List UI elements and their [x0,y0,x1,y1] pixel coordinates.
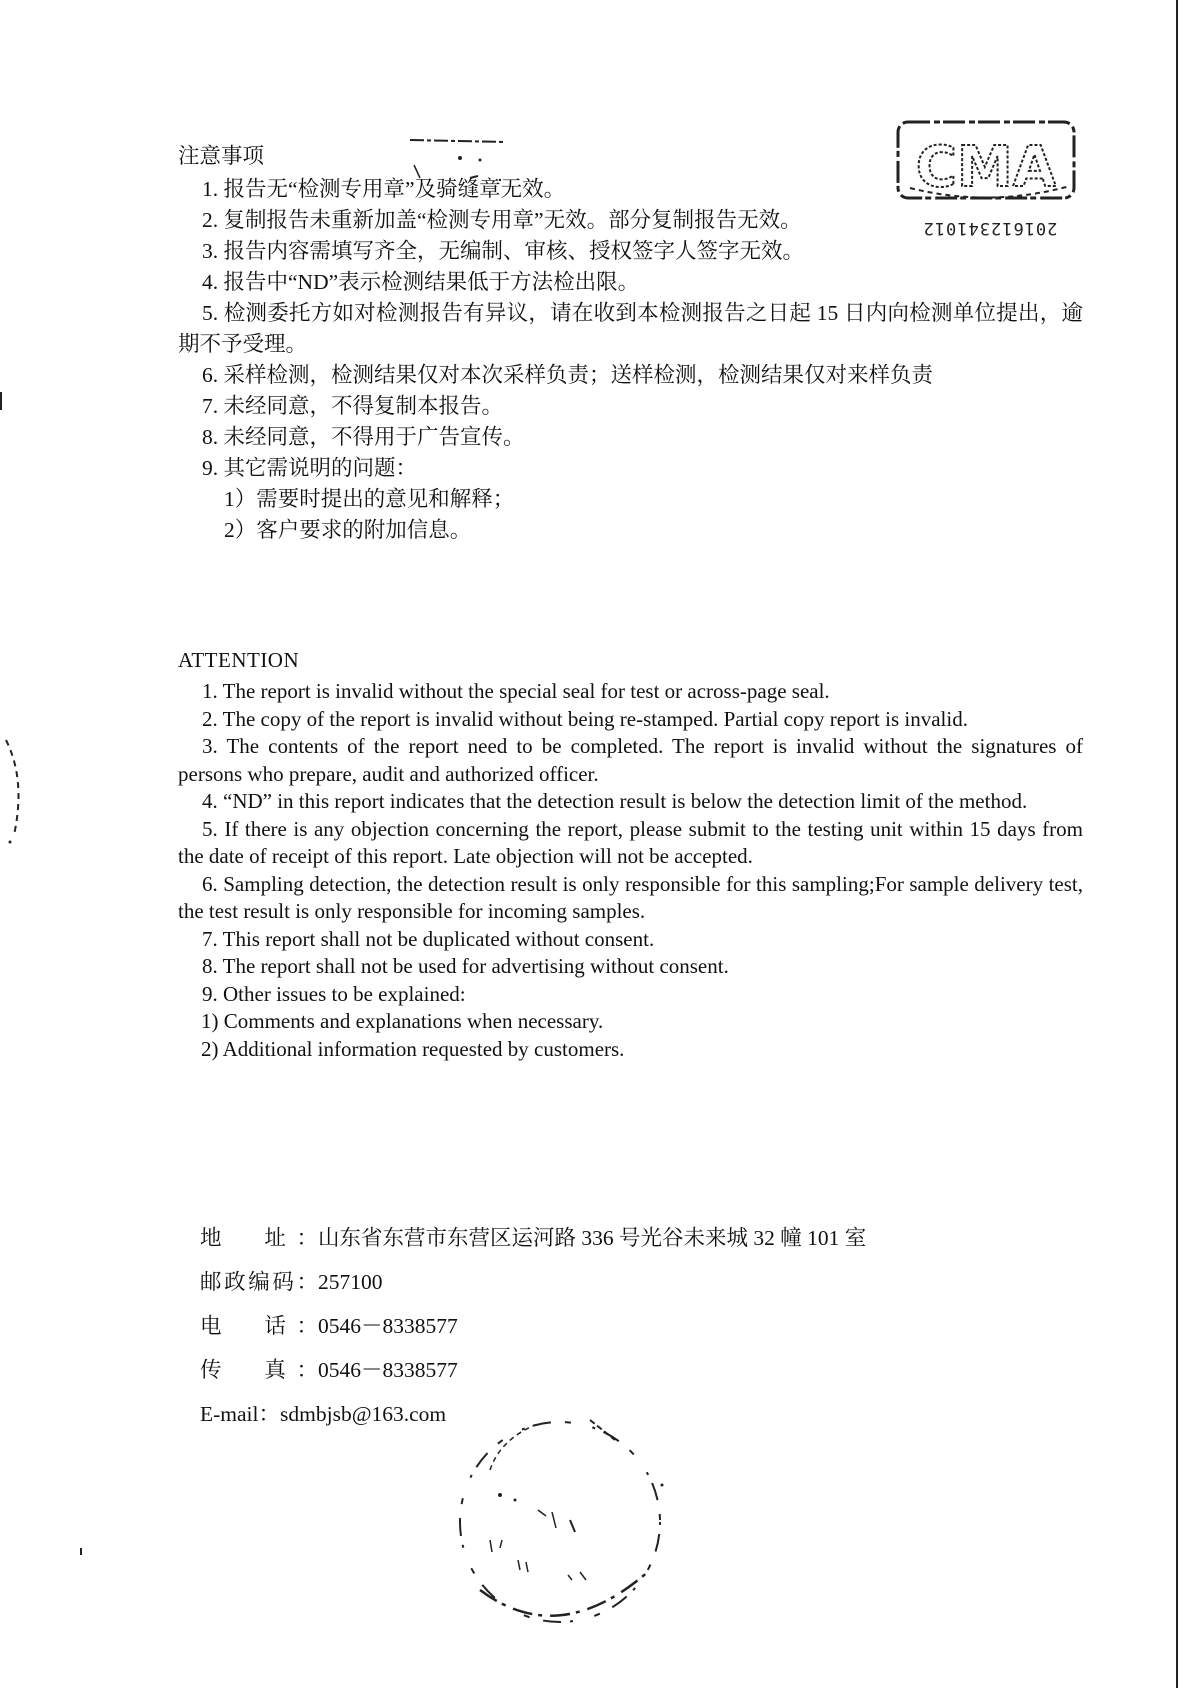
item-number: 9. [202,456,219,480]
scan-edge-arc [0,730,40,850]
notice-cn-item [178,267,1083,298]
sub-item-text: 需要时提出的意见和解释； [256,487,515,511]
notice-cn-item [178,422,1083,453]
item-number: 1. [202,679,218,703]
notice-en-section [178,646,1083,1063]
cma-emblem-text: CMA [915,135,1057,200]
notice-en-item [178,953,1083,981]
notice-en-item [178,788,1083,816]
scan-edge-mark [0,392,2,410]
notice-en-item [178,706,1083,734]
notice-en-item [178,871,1083,926]
notice-en-list [178,678,1083,1063]
notice-cn-item [178,205,1083,236]
item-number: 3. [202,239,219,263]
item-number: 8. [202,954,218,978]
item-number: 3. [202,734,218,758]
sub-item-text: 客户要求的附加信息。 [256,518,472,542]
item-text: “ND” in this report indicates that the detection result is below the detection limit of the method. [223,789,1028,813]
item-text: 未经同意，不得用于广告宣传。 [223,425,525,449]
item-number: 6. [202,363,219,387]
notice-cn-sub-item [178,484,1083,515]
item-number: 2. [202,706,218,731]
item-number: 7. [202,394,219,418]
email-value[interactable]: sdmbjsb@163.com [280,1402,447,1426]
contact-phone-row [200,1310,866,1354]
notice-cn-item [178,174,1083,205]
item-number: 5. [202,301,219,325]
item-number: 8. [202,425,219,449]
item-number: 4. [202,789,218,813]
contact-fax-row [200,1354,866,1398]
email-label: E-mail： [200,1402,281,1426]
sub-item-number: 1) [201,1009,219,1033]
item-text: The report shall not be used for advertising without consent. [222,954,729,978]
sub-item-text: Comments and explanations when necessary. [223,1009,604,1033]
fax-label: 传 真： [200,1358,318,1382]
sub-item-number: 2） [224,518,257,542]
sub-item-number: 1） [224,487,257,511]
item-text: 复制报告未重新加盖“检测专用章”无效。部分复制报告无效。 [223,208,802,232]
notice-en-title: ATTENTION [178,648,300,672]
item-number: 4. [202,270,219,294]
notice-en-item [178,733,1083,788]
notice-cn-title: 注意事项 [178,144,265,168]
item-number: 2. [202,208,219,232]
notice-cn-section [178,138,1083,546]
phone-label: 电 话： [200,1314,318,1338]
notice-cn-item [178,360,1083,391]
notice-en-sub-item [178,1036,1083,1064]
sub-item-text: Additional information requested by customers. [222,1036,625,1061]
item-text: 检测委托方如对检测报告有异议，请在收到本检测报告之日起 15 日内向检测单位提出，逾期不予受理。 [178,301,1083,356]
contact-address-row [200,1222,866,1266]
item-text: 报告无“检测专用章”及骑缝章无效。 [223,177,566,201]
company-seal-faded [440,1400,680,1640]
notice-cn-item [178,391,1083,422]
notice-en-sub-item [178,1008,1083,1036]
cma-number: 201612341012 [922,218,1058,238]
notice-en-item [178,926,1083,954]
notice-cn-item [178,236,1083,267]
item-number: 7. [202,926,218,951]
notice-cn-list [178,174,1083,546]
notice-cn-sub-item [178,515,1083,546]
item-number: 6. [202,871,218,896]
address-value: 山东省东营市东营区运河路 336 号光谷未来城 32 幢 101 室 [318,1226,867,1250]
item-text: Sampling detection, the detection result is only responsible for this sampling;For sample delivery test, the test result is only responsible for incoming samples. [178,871,1084,923]
item-text: 采样检测，检测结果仅对本次采样负责；送样检测，检测结果仅对来样负责 [223,363,934,387]
notice-cn-item [178,298,1083,360]
item-text: If there is any objection concerning the report, please submit to the testing unit within 15 days from the date of receipt of this report. Late objection will not be accepted. [178,816,1083,868]
item-text: 未经同意，不得复制本报告。 [223,394,504,418]
contact-postcode-row [200,1266,866,1310]
item-text: The copy of the report is invalid without being re-stamped. Partial copy report is invalid. [222,706,968,731]
scan-border-line [1176,0,1178,1688]
postcode-label: 邮政编码： [200,1270,318,1294]
notice-en-item [178,678,1083,706]
sub-item-number: 2) [201,1036,219,1061]
notice-cn-item [178,453,1083,484]
item-text: The report is invalid without the special seal for test or across-page seal. [222,679,830,703]
notice-en-item [178,816,1083,871]
item-text: The contents of the report need to be completed. The report is invalid without the signatures of persons who prepare, audit and authorized officer. [178,734,1083,786]
item-text: 其它需说明的问题： [223,456,418,480]
item-text: This report shall not be duplicated without consent. [222,926,655,951]
item-number: 9. [202,981,218,1006]
postcode-value: 257100 [318,1270,383,1294]
phone-value: 0546－8338577 [318,1314,458,1338]
fax-value: 0546－8338577 [318,1358,458,1382]
item-text: Other issues to be explained: [223,981,466,1006]
scan-speck [80,1548,82,1555]
item-text: 报告中“ND”表示检测结果低于方法检出限。 [223,270,640,294]
notice-en-item [178,981,1083,1009]
item-number: 5. [202,816,218,841]
item-text: 报告内容需填写齐全，无编制、审核、授权签字人签字无效。 [223,239,805,263]
address-label: 地 址： [200,1226,318,1250]
item-number: 1. [202,177,219,201]
